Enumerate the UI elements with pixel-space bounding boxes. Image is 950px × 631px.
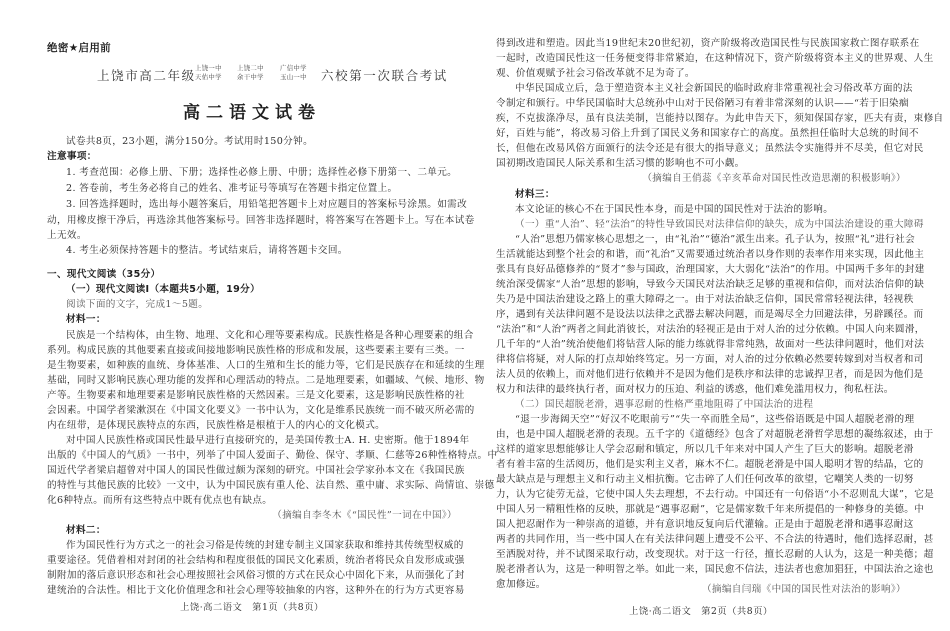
school-name: 上饶一中 [195,64,222,72]
paragraph-line: “法治”和“人治”两者之间此消彼长，对法治的轻视正是由于对人治的过分依赖。中国人向来圆滑， [496,324,925,335]
paragraph-line: 至洒脱对待，并不试图采取行动，改变现状。对于这一行径，擅长忍耐的人认为，这是一种美德；超 [496,549,934,560]
paragraph-line: 几千年的“人治”统治使他们将钻营人际的能力练就得非常纯熟，故面对一些法律问题时，他们对法 [496,339,925,350]
paragraph-line: 愈加修远。 [496,579,546,590]
exam-info: 试卷共8页，23小题，满分150分。考试用时150分钟。 [66,136,314,147]
notice-item: 2. 答卷前，考生务必将自己的姓名、准考证号等填写在答题卡指定位置上。 [66,183,398,194]
subsection-heading: （一）现代文阅读Ⅰ（本题共5小题，19分） [66,284,261,295]
notice-heading: 注意事项： [47,151,97,162]
school-name: 天佑中学 [195,73,222,81]
material-label: 材料三： [515,189,555,200]
page-footer: 上饶·高二语文 第2页（共8页） [629,606,773,617]
paragraph-line: 序，遇到有关法律问题不是设法以法律之武器去解决问题，而是竭尽全力回避法律，另辟蹊径。而 [496,309,924,320]
paragraph-line: 一起时，改造国民性这一任务便变得非常紧迫，在这种情况下，资产阶级将资本主义的世界观、人生 [496,53,934,64]
paragraph-line: 中国人另一精粗性格的反映，那就是“遇事忍耐”，它是儒家数千年来所提倡的一种修身的美德。中 [496,504,925,515]
paragraph-line: 国近代学者梁启超曾对中国人的国民性做过颇为深刻的研究。中国社会学家孙本文在《我国民族 [47,465,465,476]
paragraph-line: 统治深受儒家“人治”思想的影响，导致今天国民对法治缺乏足够的重视和信仰，而对法治信仰的缺 [496,279,925,290]
paragraph-line: 力，认为它徒劳无益，它使中国人失去理想，不去行动。中国还有一句俗语“小不忍则乱大谋”，它是 [496,489,935,500]
point-heading: （一）重“人治”、轻“法治”的特性导致国民对法律信仰的缺失，成为中国法治建设的重大障碍 [515,219,924,230]
paragraph-line: 张具有良好品德修养的“贤才”参与国政，治理国家，大大弱化“法治”的作用。中国两千多年的封建 [496,264,925,275]
paragraph-line: 内在纽带，是体现民族特点的东西，民族性格是根植于人的内心的文化模式。 [47,420,386,431]
paragraph-line: “退一步海阔天空”“好汉不吃眼前亏”“失一卒而胜全局”，这些俗语既是中国人超脱老滑的理 [515,414,915,425]
source-citation: （摘编自闫瑞《中国的国民性对法治的影响》） [701,584,906,595]
paragraph-line: 民族是一个结构体，由生物、地理、文化和心理等要素构成。民族性格是各种心理要素的组合 [66,330,474,341]
paragraph-line: 产等。生物要素和地理要素是影响民族性格的天然因素。三是文化要素，这是影响民族性格的社 [47,390,465,401]
exam-page-2 [496,0,944,631]
paragraph-line: 脱老滑者认为，这是一种明智之举。如此一来，国民愈不信法，违法者也愈加猖狂，中国法治之途也 [496,564,934,575]
paragraph-line: 重要途径。凭借着相对封闭的社会结构和程度很低的国民文化素质，统治者将民众自发形成或强 [47,555,465,566]
school-name: 玉山一中 [280,73,307,81]
paragraph-line: 两者的共同作用，当一些中国人在有关法律问题上遭受不公平、不合法的待遇时，他们选择忍耐，甚 [496,534,934,545]
paragraph-line: 建统治的合法性。相比于文化价值理念和社会心理等较抽象的内容，这种外在的行为方式更容易 [47,585,465,596]
paragraph-line: 观、价值观赋予社会习俗改革就不足为奇了。 [496,68,695,79]
paragraph-line: 生活就能达到整个社会的和谐，而“礼治”又需要通过统治者以身作则的表率作用来实现，因此他主 [496,249,925,260]
school-header [97,61,457,85]
school-name: 广信中学 [280,64,307,72]
page-footer: 上饶·高二语文 第1页（共8页） [180,602,324,613]
paragraph-line: 长，但他在改易风俗方面颁行的法令还是有很大的指导意义；虽然法令实施得并不尽美，但它对民 [496,143,924,154]
notice-item: 3. 回答选择题时，选出每小题答案后，用铅笔把答题卡上对应题目的答案标号涂黑。如需改 [66,199,468,210]
paragraph-line: 疾，不克拔涤净尽，虽有良法美制，岂能持以图存。为此申告天下，须知保国存家，匹夫有责，束修自 [496,113,944,124]
material-label: 材料一： [66,314,106,325]
source-citation: （摘编自李冬木《“国民性”一词在中国》） [272,510,457,521]
paragraph-line: “人治”思想乃儒家核心思想之一，由“礼治”“德治”派生出来。孔子认为，按照“礼”进行社会 [515,234,916,245]
paragraph-line: 国人把忍耐作为一种崇高的道德，并有意识地反复向后代灌输。正是由于超脱老滑和遇事忍耐这 [496,519,914,530]
paragraph-line: 令制定和颁行。中华民国临时大总统孙中山对于民俗陋习有着非常深刻的认识——“若于旧染痼 [496,98,909,109]
school-name: 余干中学 [237,73,264,81]
source-citation: （摘编自王俏蕊《辛亥革命对国民性改造思潮的积极影响》） [642,173,906,184]
paragraph-line: 法人员的依赖上，而对他们进行依赖并不是因为他们是秩序和法律的忠诚捍卫者，而是因为他们是 [496,369,924,380]
paragraph-line: 制附加的落后意识形态和社会心理按照社会风俗习惯的方式在民众心中固化下来，从而强化了封 [47,570,465,581]
reading-instruction: 阅读下面的文字，完成1～5题。 [66,299,209,310]
notice-item: 动，用橡皮擦干净后，再选涂其他答案标号。回答非选择题时，将答案写在答题卡上。写在本试卷 [47,215,475,226]
school-header-prefix: 上饶市高二年级 [97,68,196,83]
paragraph-line: 失乃是中国法治建设之路上的重大障碍之一。由于对法治缺乏信仰，国民常常轻视法律，轻视秩 [496,294,914,305]
paragraph-line: 权力和法律的最终执行者，面对权力的压迫、利益的诱惑，他们难免滥用权力，徇私枉法。 [496,384,894,395]
paragraph-line: 对中国人民族性格或国民性最早进行直接研究的，是美国传教士A. H. 史密斯。他于1894年 [66,435,470,446]
point-heading: （二）国民超脱老滑，遇事忍耐的性格严重地阻碍了中国法治的进程 [515,399,814,410]
paragraph-line: 会因素。中国学者梁漱溟在《中国文化要义》一书中认为，文化是维系民族统一而不破灭所必需的 [47,405,475,416]
school-name: 上饶二中 [237,64,264,72]
paragraph-line: 好，百姓与能”，将改易习俗上升到了国民义务和国家存亡的高度。虽然担任临时大总统的时间不 [496,128,919,139]
paragraph-line: 中华民国成立后，急于塑造资本主义社会新国民的临时政府非常重视社会习俗改革方面的法 [515,83,913,94]
paragraph-line: 是生物要素，如种族的血统、身体基准、人口的生殖和生长的能力等，它们是民族存在和延续的生理 [47,360,485,371]
paragraph-line: 本文论证的核心不在于国民性本身，而是中国的国民性对于法治的影响。 [515,204,834,215]
material-label: 材料二： [66,525,106,536]
notice-item: 4. 考生必须保持答题卡的整洁。考试结束后，请将答题卡交回。 [66,245,348,256]
paragraph-line: 的特性与其他民族的比较》一文中，认为中国民族有重人伦、法自然、重中庸、求实际、尚情谊、崇德 [47,480,495,491]
paragraph-line: 由，也是中国人超脱老滑的表现。五千字的《道德经》包含了对超脱老滑哲学思想的凝练叙述，由于 [496,429,934,440]
exam-title: 高二语文试卷 [183,103,321,123]
paragraph-line: 得到改进和塑造。因此当19世纪末20世纪初，资产阶级将改造国民性与民族国家救亡图存联系在 [496,38,920,49]
paragraph-line: 律将信将疑，对人际的打点却始终笃定。另一方面，对人治的过分依赖必然要转嫁到对当权者和司 [496,354,924,365]
exam-page-1 [47,0,498,631]
paragraph-line: 作为国民性行为方式之一的社会习俗是传统的封建专制主义国家获取和维持其传统型权威的 [66,540,464,551]
school-header-suffix: 六校第一次联合考试 [321,68,448,83]
notice-item: 1. 考查范围：必修上册、下册；选择性必修上册、中册；选择性必修下册第一、二单元。 [66,167,458,178]
paragraph-line: 最大缺点是与理想主义和行动主义相抗衡。它击碎了人们任何改革的欲望，它嘲笑人类的一切努 [496,474,914,485]
paragraph-line: 国初期改造国民人际关系和生活习惯的影响也不可小觑。 [496,158,745,169]
section-heading: 一、现代文阅读（35分） [47,269,161,280]
paragraph-line: 系列。构成民族的其他要素直接或间接地影响民族性格的形成和发展，这些要素主要有三类。一 [47,345,465,356]
paragraph-line: 这样的道家思想能够让人学会忍耐和镇定，所以几千年来对中国人产生了巨大的影响。超脱老滑 [496,444,914,455]
confidential-label: 绝密★启用前 [47,42,112,54]
paragraph-line: 者有着丰富的生活阅历，他们是实利主义者，麻木不仁。超脱老滑是中国人聪明才智的结晶，它的 [496,459,924,470]
notice-item: 上无效。 [47,230,87,241]
paragraph-line: 出版的《中国人的气质》一书中，列举了中国人爱面子、勤俭、保守、孝顺、仁慈等26种性格特点。中 [47,450,498,461]
paragraph-line: 化6种特点。而所有这些特点中既有优点也有缺点。 [47,495,273,506]
paragraph-line: 基础，同时又影响民族心理功能的发挥和心理活动的特点。二是地理要素，如疆域、气候、地形、物 [47,375,485,386]
